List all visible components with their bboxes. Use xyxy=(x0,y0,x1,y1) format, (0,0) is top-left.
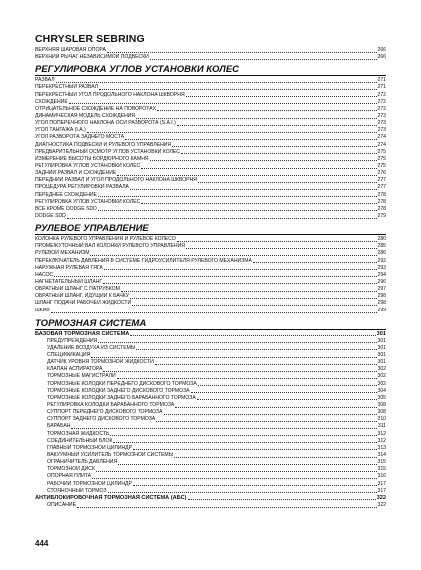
entry-title: КЛАПАН АСПИРАТОРА xyxy=(47,366,103,373)
toc-entry xyxy=(35,99,386,106)
toc-entry xyxy=(35,127,386,134)
dot-leader xyxy=(155,364,377,365)
toc-entry xyxy=(35,84,386,91)
entry-title: ТОРМОЗНОЙ ДИСК xyxy=(47,466,95,473)
toc-entry xyxy=(35,213,386,220)
dot-leader xyxy=(174,457,376,458)
entry-title: СОЕДИНИТЕЛЬНЫЙ БЛОК xyxy=(47,437,113,444)
entry-title: НАСОС xyxy=(35,271,54,278)
toc-entry xyxy=(35,481,386,488)
toc-entry xyxy=(35,170,386,177)
entry-title: ПЕРЕКРЕСТНЫЙ УГОЛ ПРОДОЛЬНОГО НАКЛОНА ШКВОРНЯ xyxy=(35,91,185,98)
toc-section xyxy=(35,318,386,510)
toc-entry xyxy=(35,445,386,452)
toc-entry xyxy=(35,199,386,206)
entry-title: СУППОРТ ПЕРЕДНЕГО ДИСКОВОГО ТОРМОЗА xyxy=(47,409,163,416)
toc-entry xyxy=(35,338,386,345)
entry-page: 317 xyxy=(377,480,386,487)
entry-page: 304 xyxy=(377,387,386,394)
dot-leader xyxy=(99,89,376,90)
toc-entry xyxy=(35,395,386,402)
toc-entry xyxy=(35,373,386,380)
entry-page: 313 xyxy=(377,444,386,451)
entry-page: 293 xyxy=(377,264,386,271)
entry-title: ПЕРЕДНЕЕ СХОЖДЕНИЕ xyxy=(35,191,97,198)
toc-entry xyxy=(35,488,386,495)
toc-entry xyxy=(35,466,386,473)
entry-title: НАГНЕТАТЕЛЬНЫЙ ШЛАНГ xyxy=(35,278,103,285)
entry-page: 275 xyxy=(377,155,386,162)
toc-entry xyxy=(35,47,386,54)
dot-leader xyxy=(110,435,376,436)
entry-page: 298 xyxy=(377,293,386,300)
toc-entry xyxy=(35,243,386,250)
entry-title: СТОЯНОЧНЫЙ ТОРМОЗ xyxy=(47,487,107,494)
entry-page: 308 xyxy=(377,402,386,409)
entry-title: РЕГУЛИРОВКА УГЛОВ УСТАНОВКИ КОЛЕС xyxy=(35,162,141,169)
dot-leader xyxy=(90,255,376,256)
dot-leader xyxy=(118,464,376,465)
toc-entry xyxy=(35,250,386,257)
toc-entry xyxy=(35,345,386,352)
entry-title: ГЛАВНЫЙ ТОРМОЗНОЙ ЦИЛИНДР xyxy=(47,444,133,451)
entry-page: 285 xyxy=(377,243,386,250)
entry-page: 301 xyxy=(377,359,386,366)
dot-leader xyxy=(133,485,377,486)
toc-section xyxy=(35,223,386,315)
toc-entry xyxy=(35,279,386,286)
entry-page: 274 xyxy=(377,141,386,148)
entry-title: СПЕЦИФИКАЦИЯ xyxy=(47,352,91,359)
entry-title: ВЕРХНЯЯ ШАРОВАЯ ОПОРА xyxy=(35,47,106,53)
dot-leader xyxy=(87,132,377,133)
toc-entry xyxy=(35,431,386,438)
entry-title: ДАТЧИК УРОВНЯ ТОРМОЗНОЙ ЖИДКОСТИ xyxy=(47,359,154,366)
toc-entry xyxy=(35,236,386,243)
entry-title: КОЛОНКА РУЛЕВОГО УПРАВЛЕНИЯ И РУЛЕВОЕ КОЛЕСО xyxy=(35,236,176,243)
toc-section xyxy=(35,47,386,61)
toc-entry xyxy=(35,77,386,84)
dot-leader xyxy=(125,139,376,140)
entry-title: ПРЕДУПРЕЖДЕНИЯ xyxy=(47,337,98,344)
entry-title: РАБОЧИЙ ТОРМОЗНОЙ ЦИЛИНДР xyxy=(47,480,132,487)
entry-page: 278 xyxy=(377,191,386,198)
entry-title: ИЗМЕРЕНИЕ ВЫСОТЫ БОРДЮРНОГО КАМНЯ xyxy=(35,155,149,162)
entry-title: ВСЕ КРОМЕ DODGE SDD xyxy=(35,205,97,212)
entry-page: 312 xyxy=(377,437,386,444)
dot-leader xyxy=(197,399,377,400)
entry-page: 301 xyxy=(377,352,386,359)
entry-page: 294 xyxy=(377,271,386,278)
dot-leader xyxy=(150,59,377,60)
dot-leader xyxy=(172,146,376,147)
toc-entry xyxy=(35,438,386,445)
dot-leader xyxy=(150,160,377,161)
dot-leader xyxy=(130,335,375,336)
entry-title: ДИАГНОСТИКА ПОДВЕСКИ И РУЛЕВОГО УПРАВЛЕНИЯ xyxy=(35,141,172,148)
toc-entry xyxy=(35,359,386,366)
entry-title: СХОЖДЕНИЕ xyxy=(35,98,68,105)
toc-entry xyxy=(35,366,386,373)
entry-title: DODGE SDD xyxy=(35,212,66,219)
dot-leader xyxy=(54,276,376,277)
entry-page: 275 xyxy=(377,162,386,169)
entry-page: 292 xyxy=(377,257,386,264)
section-title: ТОРМОЗНАЯ СИСТЕМА xyxy=(35,318,386,330)
dot-leader xyxy=(98,342,376,343)
entry-title: ТОРМОЗНЫЕ КОЛОДКИ ПЕРЕДНЕГО ДИСКОВОГО ТОРМОЗА xyxy=(47,380,197,387)
entry-title: ПЕРЕКЛЮЧАТЕЛЬ ДАВЛЕНИЯ В СИСТЕМЕ ГИДРОУСИЛИТЕЛЯ РУЛЕВОГО МЕХАНИЗМА xyxy=(35,257,252,264)
entry-page: 317 xyxy=(377,487,386,494)
dot-leader xyxy=(67,218,377,219)
page-number: 444 xyxy=(35,539,49,548)
entry-page: 305 xyxy=(377,394,386,401)
entry-page: 302 xyxy=(377,366,386,373)
toc-entry xyxy=(35,272,386,279)
toc-entry xyxy=(35,293,386,300)
dot-leader xyxy=(107,52,377,53)
dot-leader xyxy=(98,196,377,197)
dot-leader xyxy=(136,118,376,119)
dot-leader xyxy=(96,471,377,472)
entry-title: БАРАБАН xyxy=(47,423,71,430)
toc-entry xyxy=(35,388,386,395)
entry-title: ОБРАТНЫЙ ШЛАНГ С ПАТРУБКОМ xyxy=(35,286,120,293)
entry-page: 302 xyxy=(377,373,386,380)
entry-title: ШКИВ xyxy=(35,307,50,314)
dot-leader xyxy=(51,312,377,313)
toc-content xyxy=(35,33,386,509)
entry-title: РЕГУЛИРОВКА УГЛОВ УСТАНОВКИ КОЛЕС xyxy=(35,198,141,205)
dot-leader xyxy=(175,407,376,408)
dot-leader xyxy=(136,349,376,350)
section-title: РЕГУЛИРОВКА УГЛОВ УСТАНОВКИ КОЛЕС xyxy=(35,64,386,76)
dot-leader xyxy=(188,499,376,500)
toc-entry xyxy=(35,423,386,430)
entry-title: ТОРМОЗНЫЕ КОЛОДКИ ЗАДНЕГО ДИСКОВОГО ТОРМОЗА xyxy=(47,387,190,394)
entry-title: ШЛАНГ ПОДАЧИ РАБОЧЕЙ ЖИДКОСТИ xyxy=(35,300,132,307)
toc-entry xyxy=(35,308,386,315)
entry-page: 302 xyxy=(377,380,386,387)
toc-entry xyxy=(35,300,386,307)
entry-page: 301 xyxy=(376,330,386,337)
entry-page: 271 xyxy=(377,84,386,91)
entry-page: 322 xyxy=(376,494,386,501)
entry-page: 296 xyxy=(377,278,386,285)
dot-leader xyxy=(108,492,377,493)
toc-entry xyxy=(35,184,386,191)
entry-page: 301 xyxy=(377,344,386,351)
dot-leader xyxy=(186,96,377,97)
entry-title: ВАКУУМНЫЙ УСИЛИТЕЛЬ ТОРМОЗНОЙ СИСТЕМЫ xyxy=(47,452,174,459)
entry-title: УГОЛ ПОПЕРЕЧНОГО НАКЛОНА ОСИ РАЗВОРОТА (S.A.I.) xyxy=(35,120,176,127)
dot-leader xyxy=(198,385,377,386)
entry-page: 277 xyxy=(377,184,386,191)
entry-title: БАЗОВАЯ ТОРМОЗНАЯ СИСТЕМА xyxy=(35,330,130,337)
dot-leader xyxy=(186,248,377,249)
entry-page: 272 xyxy=(377,98,386,105)
entry-page: 273 xyxy=(377,112,386,119)
dot-leader xyxy=(253,262,377,263)
toc-entry xyxy=(35,113,386,120)
dot-leader xyxy=(177,125,377,126)
entry-title: ДИНАМИЧЕСКАЯ МОДЕЛЬ СХОЖДЕНИЯ xyxy=(35,112,136,119)
toc-entry xyxy=(35,120,386,127)
entry-page: 315 xyxy=(377,466,386,473)
entry-title: НАРУЖНАЯ РУЛЕВАЯ ТЯГА xyxy=(35,264,103,271)
entry-page: 276 xyxy=(377,170,386,177)
entry-page: 316 xyxy=(377,473,386,480)
dot-leader xyxy=(191,392,377,393)
toc-entry xyxy=(35,149,386,156)
dot-leader xyxy=(130,189,377,190)
toc-entry xyxy=(35,331,386,338)
dot-leader xyxy=(117,175,376,176)
dot-leader xyxy=(157,110,376,111)
entry-page: 278 xyxy=(377,205,386,212)
entry-page: 280 xyxy=(377,236,386,243)
dot-leader xyxy=(141,203,376,204)
running-title: CHRYSLER SEBRING xyxy=(35,33,145,45)
entry-title: ТОРМОЗНЫЕ МАГИСТРАЛИ xyxy=(47,373,116,380)
toc-entry xyxy=(35,177,386,184)
entry-title: ТОРМОЗНЫЕ КОЛОДКИ ЗАДНЕГО БАРАБАННОГО ТОРМОЗА xyxy=(47,394,196,401)
entry-page: 308 xyxy=(377,409,386,416)
entry-page: 277 xyxy=(377,177,386,184)
dot-leader xyxy=(156,421,376,422)
toc-entry xyxy=(35,409,386,416)
dot-leader xyxy=(71,428,376,429)
toc-entry xyxy=(35,134,386,141)
toc-entry xyxy=(35,54,386,61)
entry-page: 301 xyxy=(377,337,386,344)
dot-leader xyxy=(103,371,376,372)
entry-page: 322 xyxy=(377,502,386,508)
toc-entry xyxy=(35,142,386,149)
dot-leader xyxy=(164,414,377,415)
section-title: РУЛЕВОЕ УПРАВЛЕНИЕ xyxy=(35,223,386,235)
dot-leader xyxy=(104,269,377,270)
toc-entry xyxy=(35,258,386,265)
dot-leader xyxy=(132,305,376,306)
entry-title: АНТИБЛОКИРОВОЧНАЯ ТОРМОЗНАЯ СИСТЕМА (АБС) xyxy=(35,494,187,501)
entry-page: 266 xyxy=(377,47,386,53)
dot-leader xyxy=(181,153,377,154)
dot-leader xyxy=(92,478,376,479)
entry-page: 286 xyxy=(377,250,386,257)
entry-page: 298 xyxy=(377,300,386,307)
entry-title: ПРЕДВАРИТЕЛЬНЫЙ ОСМОТР УГЛОВ УСТАНОВКИ КОЛЕС xyxy=(35,148,180,155)
toc-entry xyxy=(35,156,386,163)
dot-leader xyxy=(69,103,377,104)
toc-entry xyxy=(35,106,386,113)
toc-entry xyxy=(35,495,386,502)
entry-title: ПРОЦЕДУРА РЕГУЛИРОВКИ РАЗВАЛА xyxy=(35,184,129,191)
dot-leader xyxy=(56,82,377,83)
dot-leader xyxy=(117,378,377,379)
entry-page: 273 xyxy=(377,127,386,134)
entry-title: РУЛЕВОЙ МЕХАНИЗМ xyxy=(35,250,90,257)
entry-title: УГОЛ ТАНГАЖА (I.A.) xyxy=(35,127,86,134)
dot-leader xyxy=(77,507,377,508)
entry-title: ПЕРЕДНИЙ РАЗВАЛ И УГОЛ ПРОДОЛЬНОГО НАКЛОНА ШКВОРНЯ xyxy=(35,177,197,184)
entry-page: 279 xyxy=(377,212,386,219)
entry-page: 266 xyxy=(377,54,386,61)
entry-title: ОГРАНИЧИТЕЛЬ ДАВЛЕНИЯ xyxy=(47,459,118,466)
dot-leader xyxy=(113,442,376,443)
entry-title: ТОРМОЗНАЯ ЖИДКОСТЬ xyxy=(47,430,110,437)
dot-leader xyxy=(130,298,377,299)
toc-entry xyxy=(35,92,386,99)
entry-page: 297 xyxy=(377,286,386,293)
entry-title: ВЕРХНИЙ РЫЧАГ НЕЗАВИСИМОЙ ПОДВЕСКИ xyxy=(35,54,149,61)
dot-leader xyxy=(177,241,377,242)
toc-entry xyxy=(35,402,386,409)
entry-page: 311 xyxy=(377,423,386,430)
dot-leader xyxy=(198,182,377,183)
entry-title: ЗАДНИЙ РАЗВАЛ И СХОЖДЕНИЕ xyxy=(35,170,117,177)
dot-leader xyxy=(141,168,376,169)
dot-leader xyxy=(91,357,376,358)
entry-title: ПРОМЕЖУТОЧНЫЙ ВАЛ КОЛОНКИ РУЛЕВОГО УПРАВЛЕНИЯ xyxy=(35,243,185,250)
entry-title: СУППОРТ ЗАДНЕГО ДИСКОВОГО ТОРМОЗА xyxy=(47,416,156,423)
dot-leader xyxy=(133,449,376,450)
dot-leader xyxy=(121,291,377,292)
toc-entry xyxy=(35,206,386,213)
toc-entry xyxy=(35,163,386,170)
dot-leader xyxy=(103,283,376,284)
toc-entry xyxy=(35,286,386,293)
entry-title: ОПОРНАЯ ПЛИТА xyxy=(47,473,92,480)
entry-title: ОТРИЦАТЕЛЬНОЕ СХОЖДЕНИЕ НА ПОВОРОТАХ xyxy=(35,105,157,112)
entry-page: 299 xyxy=(377,307,386,314)
toc-entry xyxy=(35,452,386,459)
toc-entry xyxy=(35,502,386,509)
entry-title: РАЗВАЛ xyxy=(35,77,55,84)
entry-title: РЕГУЛИРОВКА КОЛОДКИ БАРАБАННОГО ТОРМОЗА xyxy=(47,402,175,409)
entry-page: 275 xyxy=(377,148,386,155)
entry-page: 271 xyxy=(377,77,386,84)
toc-entry xyxy=(35,459,386,466)
toc-sections xyxy=(35,47,386,509)
entry-title: УДАЛЕНИЕ ВОЗДУХА ИЗ СИСТЕМЫ xyxy=(47,344,136,351)
toc-entry xyxy=(35,473,386,480)
entry-title: ОБРАТНЫЙ ШЛАНГ, ИДУЩИЙ К БАЧКУ xyxy=(35,293,129,300)
toc-section xyxy=(35,64,386,220)
entry-title: ОПИСАНИЕ xyxy=(47,502,76,508)
toc-entry xyxy=(35,352,386,359)
entry-page: 314 xyxy=(377,452,386,459)
toc-entry xyxy=(35,192,386,199)
entry-page: 312 xyxy=(377,430,386,437)
entry-page: 272 xyxy=(377,91,386,98)
entry-page: 310 xyxy=(377,416,386,423)
entry-page: 274 xyxy=(377,134,386,141)
entry-title: ПЕРЕКРЕСТНЫЙ РАЗВАЛ xyxy=(35,84,99,91)
toc-entry xyxy=(35,381,386,388)
dot-leader xyxy=(98,210,377,211)
entry-page: 278 xyxy=(377,198,386,205)
toc-entry xyxy=(35,416,386,423)
toc-entry xyxy=(35,265,386,272)
entry-page: 315 xyxy=(377,459,386,466)
entry-title: УГОЛ РАЗВОРОТА ЗАДНЕГО МОСТА xyxy=(35,134,125,141)
entry-page: 272 xyxy=(377,105,386,112)
entry-page: 273 xyxy=(377,120,386,127)
